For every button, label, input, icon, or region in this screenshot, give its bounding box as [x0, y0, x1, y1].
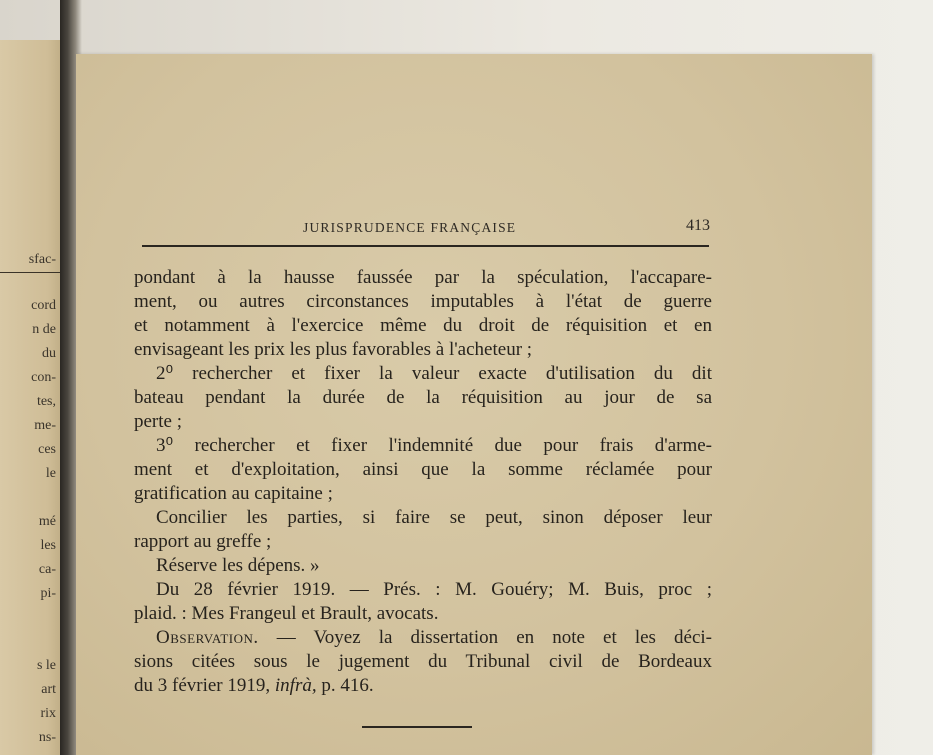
previous-page-edge: [0, 40, 68, 755]
left-fragment: du: [42, 346, 56, 361]
left-fragment: rix: [40, 706, 56, 721]
body-line: Réserve les dépens. »: [156, 555, 320, 576]
body-line: gratification au capitaine ;: [134, 483, 333, 504]
left-fragment: sfac-: [28, 252, 56, 267]
observation-line-1: [134, 626, 712, 650]
body-line: Concilier les parties, si faire se peut, sinon déposer leur: [156, 507, 712, 528]
left-fragment: me-: [34, 418, 56, 433]
header-rule: [142, 245, 709, 247]
observation-date: du 3 février 1919,: [134, 675, 275, 696]
body-line: et notamment à l'exercice même du droit de réquisition et en: [134, 315, 712, 336]
left-fragment: n de: [32, 322, 56, 337]
page-number: 413: [686, 217, 710, 234]
left-fragment: ns-: [38, 730, 56, 745]
observation-line-3: [134, 674, 712, 698]
body-line: envisageant les prix les plus favorables à l'acheteur ;: [134, 339, 533, 360]
observation-page-ref: p. 416.: [316, 675, 374, 696]
left-fragment: s le: [36, 658, 56, 673]
body-line: perte ;: [134, 411, 183, 432]
observation-label: Observation.: [156, 627, 259, 648]
running-head: JURISPRUDENCE FRANÇAISE: [303, 220, 517, 235]
left-fragment: le: [45, 466, 56, 481]
left-fragment: tes,: [36, 394, 56, 409]
left-fragment: mé: [38, 514, 56, 529]
left-fragment: cord: [31, 298, 56, 313]
body-line: ment, ou autres circonstances imputables à l'état de guerre: [134, 291, 712, 312]
left-fragment: art: [41, 682, 56, 697]
left-fragment: con-: [31, 370, 56, 385]
body-line: ment et d'exploitation, ainsi que la somme réclamée pour: [134, 459, 712, 480]
body-line: 2⁰ rechercher et fixer la valeur exacte d'utilisation du dit: [156, 363, 712, 384]
observation-line-2: sions citées sous le jugement du Tribunal civil de Bordeaux: [134, 651, 712, 672]
body-line: Du 28 février 1919. — Prés. : M. Gouéry; M. Buis, proc ;: [156, 579, 712, 600]
body-line: plaid. : Mes Frangeul et Brault, avocats.: [134, 603, 439, 624]
body-line: bateau pendant la durée de la réquisition au jour de sa: [134, 387, 712, 408]
left-fragment: ca-: [38, 562, 56, 577]
body-line: 3⁰ rechercher et fixer l'indemnité due pour frais d'arme-: [156, 435, 712, 456]
observation-reference: infrà,: [274, 675, 317, 696]
body-line: pondant à la hausse faussée par la spéculation, l'accapare-: [134, 267, 712, 288]
section-end-rule: [362, 726, 472, 728]
observation-text: — Voyez la dissertation en note et les déci-: [258, 627, 712, 648]
left-fragment: ces: [38, 442, 56, 457]
previous-page-rule: [0, 272, 60, 273]
body-line: rapport au greffe ;: [134, 531, 272, 552]
left-fragment: pi-: [40, 586, 56, 601]
left-fragment: les: [40, 538, 56, 553]
